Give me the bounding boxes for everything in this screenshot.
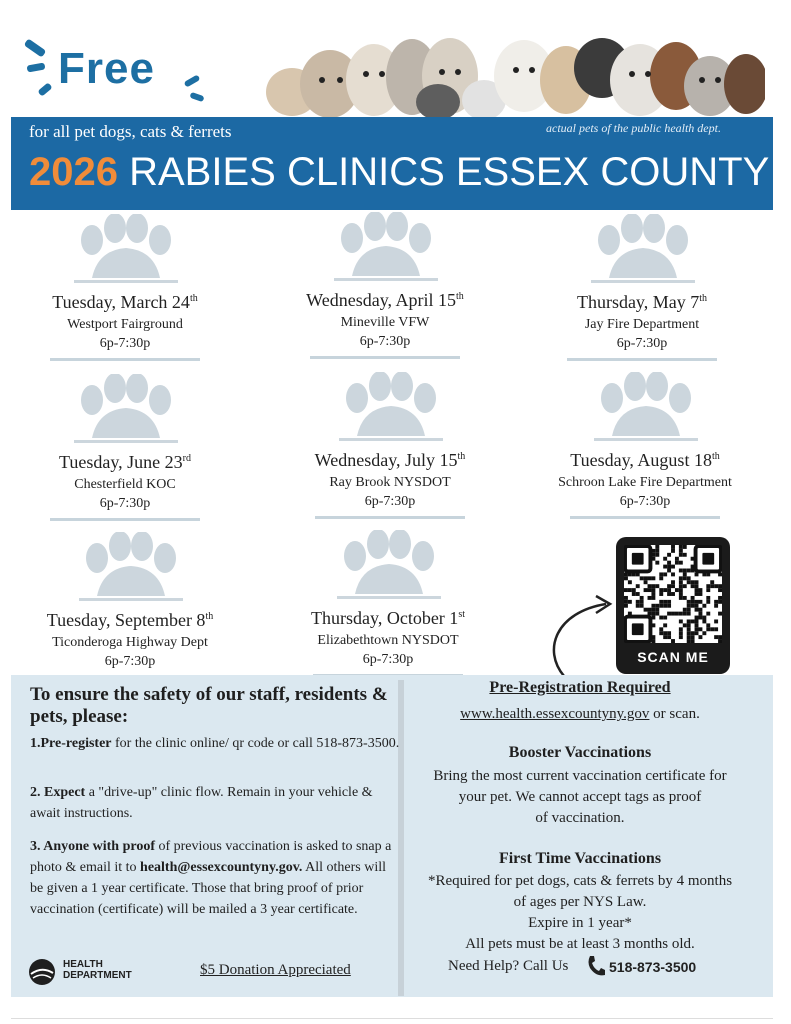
qr-pattern: [624, 545, 722, 643]
date-suffix: th: [456, 291, 464, 302]
clinic-divider: [567, 358, 717, 361]
registration-link[interactable]: www.health.essexcountyny.gov: [460, 706, 650, 722]
splash-mark: [184, 74, 201, 87]
paw-print-icon: [577, 214, 707, 286]
rule-drive-up: 2. Expect a "drive-up" clinic flow. Remain in your vehicle & await instructions.: [30, 785, 373, 821]
clinic-time: 6p-7:30p: [99, 496, 151, 511]
clinic-date: Tuesday, June 23rd: [58, 452, 191, 472]
paw-print-icon: [320, 212, 450, 284]
clinic-date: Tuesday, September 8th: [46, 610, 214, 630]
donation-note: $5 Donation Appreciated: [200, 962, 351, 978]
clinic-card: [522, 214, 762, 361]
qr-scan-label: SCAN ME: [637, 649, 709, 665]
date-suffix: th: [205, 611, 214, 622]
clinic-location: Westport Fairground: [67, 317, 183, 332]
clinic-time: 6p-7:30p: [362, 652, 414, 667]
date-suffix: rd: [182, 453, 191, 464]
clinic-divider: [50, 358, 200, 361]
booster-text: Bring the most current vaccination certificate for your pet. We cannot accept tags as proof of vaccination.: [433, 768, 727, 826]
clinic-card: [265, 212, 505, 359]
date-suffix: th: [711, 451, 720, 462]
clinic-card: [270, 372, 510, 519]
clinic-card: [5, 374, 245, 521]
paw-print-icon: [580, 372, 710, 444]
clinic-time: 6p-7:30p: [99, 336, 151, 351]
health-department-logo: HEALTH DEPARTMENT: [27, 958, 145, 986]
first-time-text: *Required for pet dogs, cats & ferrets by 4 months of ages per NYS Law. Expire in 1 year* All pets must be at least 3 months old.: [427, 873, 733, 952]
splash-mark: [37, 82, 52, 96]
splash-mark: [24, 38, 47, 57]
clinic-divider: [310, 356, 460, 359]
phone-icon: [586, 955, 606, 977]
qr-modules: [624, 545, 722, 643]
clinic-time: 6p-7:30p: [619, 494, 671, 509]
clinic-time: 6p-7:30p: [359, 334, 411, 349]
clinic-location: Schroon Lake Fire Department: [558, 475, 732, 490]
paw-print-icon: [60, 374, 190, 446]
clinic-location: Jay Fire Department: [584, 317, 700, 332]
pets-photo-collage: [262, 22, 765, 118]
splash-mark: [189, 92, 204, 102]
free-heading: Free: [58, 44, 155, 93]
clinic-location: Ticonderoga Highway Dept: [52, 635, 208, 650]
pets-caption: actual pets of the public health dept.: [546, 121, 721, 135]
clinic-date: Tuesday, March 24th: [52, 292, 198, 312]
date-suffix: th: [699, 293, 708, 304]
rule-preregister: 1.Pre-register for the clinic online/ qr code or call 518-873-3500.: [30, 736, 400, 751]
clinic-card: [268, 530, 508, 677]
email-link[interactable]: health@essexcountyny.gov.: [140, 860, 303, 875]
paw-print-icon: [323, 530, 453, 602]
splash-mark: [27, 62, 46, 72]
clinic-location: Mineville VFW: [340, 315, 430, 330]
clinic-time: 6p-7:30p: [364, 494, 416, 509]
preregistration-line: www.health.essexcountyny.gov or scan.: [460, 706, 700, 722]
clinic-location: Ray Brook NYSDOT: [329, 475, 451, 490]
date-suffix: th: [189, 293, 198, 304]
date-suffix: st: [458, 609, 465, 620]
qr-code[interactable]: [616, 537, 730, 674]
help-label: Need Help? Call Us: [448, 958, 569, 974]
footer-rule: [11, 1018, 773, 1019]
paw-print-icon: [60, 214, 190, 286]
title-text: RABIES CLINICS ESSEX COUNTY: [129, 150, 770, 194]
safety-heading: To ensure the safety of our staff, residents & pets, please:: [30, 684, 388, 727]
clinic-divider: [570, 516, 720, 519]
preregistration-heading: Pre-Registration Required: [489, 679, 671, 696]
clinic-divider: [315, 516, 465, 519]
clinic-date: Wednesday, April 15th: [306, 290, 464, 310]
help-phone-number[interactable]: 518-873-3500: [609, 959, 697, 975]
clinic-time: 6p-7:30p: [616, 336, 668, 351]
rule-proof: 3. Anyone with proof of previous vaccination is asked to snap a photo & email it to health@essexcountyny.gov. All others will be given a 1 year certificate. Those that bring proof of prior vaccination (certificate) will be mailed a 3 year certificate.: [30, 839, 392, 917]
first-time-heading: First Time Vaccinations: [498, 850, 662, 867]
subtitle: for all pet dogs, cats & ferrets: [29, 122, 232, 141]
clinic-divider: [50, 518, 200, 521]
clinic-card: [525, 372, 765, 519]
booster-heading: Booster Vaccinations: [508, 744, 652, 761]
clinic-card: [10, 532, 250, 679]
page-title: [29, 150, 769, 195]
date-suffix: th: [457, 451, 466, 462]
paw-print-icon: [325, 372, 455, 444]
health-logo-icon: [27, 958, 57, 986]
clinic-date: Tuesday, August 18th: [570, 450, 720, 470]
paw-print-icon: [65, 532, 195, 604]
clinic-card: [5, 214, 245, 361]
clinic-date: Thursday, May 7th: [576, 292, 708, 312]
clinic-location: Elizabethtown NYSDOT: [317, 633, 459, 648]
clinic-date: Thursday, October 1st: [311, 608, 465, 628]
title-year: 2026: [29, 150, 118, 194]
clinic-location: Chesterfield KOC: [74, 477, 176, 492]
clinic-date: Wednesday, July 15th: [314, 450, 466, 470]
clinic-time: 6p-7:30p: [104, 654, 156, 669]
